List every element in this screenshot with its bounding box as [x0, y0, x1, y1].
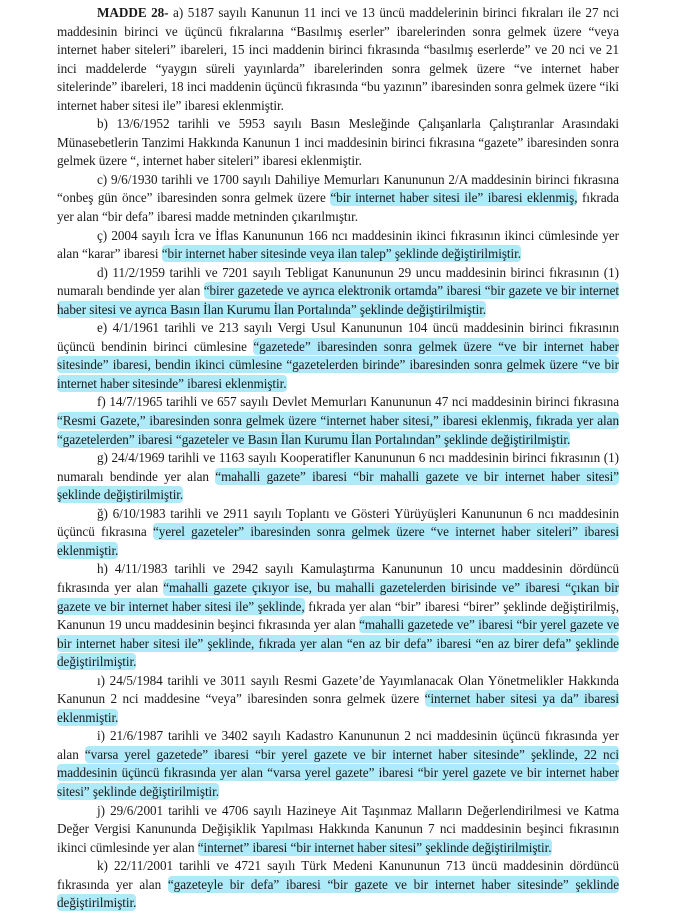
- highlighted-text: “mahalli gazete” ibaresi “bir mahalli gazete ve bir internet haber sitesi” şeklinde değiştirilmiştir.: [57, 468, 619, 503]
- paragraph-text: d) 11/2/1959 tarihli ve 7201 sayılı Tebligat Kanununun 29 uncu maddesinin birinci fıkrasının (1) numaralı bendinde yer alan: [57, 264, 619, 299]
- paragraph-text: i) 21/6/1987 tarihli ve 3402 sayılı Kadastro Kanununun 2 nci maddesinin üçüncü fıkrasında yer alan: [57, 728, 619, 762]
- highlighted-text: “internet” ibaresi “bir internet haber sitesi” şeklinde değiştirilmiştir.: [197, 839, 552, 855]
- highlighted-text: “Resmi Gazete,” ibaresinden sonra gelmek üzere “internet haber sitesi,” ibaresi eklenmiş, fıkrada yer alan “gazetelerden” ibaresi “gazeteler ve Basın İlan Kurumu İlan Portalından” şeklinde değiştirilmiştir.: [57, 413, 619, 447]
- paragraph-e: [57, 319, 619, 393]
- paragraph-text: ı) 24/5/1984 tarihli ve 3011 sayılı Resmi Gazete’de Yayımlanacak Olan Yönetmelikler Hakkında Kanunun 2 nci maddesine “veya” ibaresinden sonra gelmek üzere: [57, 672, 619, 707]
- paragraph-text: fıkrada yer alan “bir” ibaresi “birer” şeklinde değiştirilmiş, Kanunun 19 uncu maddesinin beşinci fıkrasında yer alan: [57, 598, 619, 633]
- article-heading: MADDE 28-: [97, 5, 174, 20]
- paragraph-j: [57, 802, 619, 858]
- paragraph-text: fıkrada yer alan “bir defa” ibaresi madde metninden çıkarılmıştır.: [57, 190, 619, 225]
- highlighted-text: “bir internet haber sitesi ile” ibaresi eklenmiş,: [330, 190, 578, 206]
- paragraph-k: [57, 857, 619, 913]
- paragraph-text: ç) 2004 sayılı İcra ve İflas Kanununun 166 ncı maddesinin ikinci fıkrasının ikinci cümlesinde yer alan “karar” ibaresi: [57, 227, 619, 262]
- paragraph-i: [57, 727, 619, 801]
- paragraph-text: g) 24/4/1969 tarihli ve 1163 sayılı Kooperatifler Kanununun 6 ncı maddesinin birinci fıkrasının (1) numaralı bendinde yer alan: [57, 450, 619, 484]
- paragraph-h: [57, 560, 619, 671]
- paragraph-text: b) 13/6/1952 tarihli ve 5953 sayılı Basın Mesleğinde Çalışanlarla Çalıştıranlar Arasındaki Münasebetlerin Tanzimi Hakkında Kanunun 1 inci maddesinin birinci fıkrasına “gazete” ibaresinden sonra gelmek üzere “, internet haber siteleri” ibaresi eklenmiştir.: [57, 116, 619, 169]
- highlighted-text: “mahalli gazete çıkıyor ise, bu mahalli gazetelerden birisinde ve” ibaresi “çıkan bir gazete ve bir internet haber sitesi ile” şeklinde,: [57, 579, 619, 614]
- paragraph-g: [57, 449, 619, 505]
- law-article-document: [57, 4, 619, 913]
- paragraph-text: e) 4/1/1961 tarihli ve 213 sayılı Vergi Usul Kanununun 104 üncü maddesinin birinci fıkrasının üçüncü bendinin birinci cümlesine: [57, 320, 619, 354]
- paragraph-c: [57, 171, 619, 227]
- highlighted-text: “bir internet haber sitesinde veya ilan talep” şeklinde değiştirilmiştir.: [161, 246, 522, 262]
- paragraph-text: f) 14/7/1965 tarihli ve 657 sayılı Devlet Memurları Kanununun 47 nci maddesinin birinci fıkrasına: [97, 394, 619, 410]
- highlighted-text: “birer gazetede ve ayrıca elektronik ortamda” ibaresi “bir gazete ve bir internet haber sitesi ve ayrıca Basın İlan Kurumu İlan Portalında” şeklinde değiştirilmiştir.: [57, 283, 619, 317]
- highlighted-text: “varsa yerel gazetede” ibaresi “bir yerel gazete ve bir internet haber sitesinde” şeklinde, 22 nci maddesinin üçüncü fıkrasında yer alan “varsa yerel gazete” ibaresi “bir yerel gazete ve bir internet haber sitesi” şeklinde değiştirilmiştir.: [57, 746, 619, 799]
- highlighted-text: “gazetede” ibaresinden sonra gelmek üzere “ve bir internet haber sitesinde” ibaresi, bendin ikinci cümlesine “gazetelerden birinde” ibaresinden sonra gelmek üzere “ve bir internet haber sitesinde” ibaresi eklenmiştir.: [57, 338, 619, 391]
- highlighted-text: “internet haber sitesi ya da” ibaresi eklenmiştir.: [57, 691, 619, 725]
- paragraph-text: k) 22/11/2001 tarihli ve 4721 sayılı Türk Medeni Kanununun 713 üncü maddesinin dördüncü fıkrasında yer alan: [57, 858, 619, 892]
- paragraph-g-breve: [57, 505, 619, 561]
- paragraph-f: [57, 393, 619, 449]
- paragraph-text: h) 4/11/1983 tarihli ve 2942 sayılı Kamulaştırma Kanununun 10 uncu maddesinin dördüncü fıkrasında yer alan: [57, 561, 619, 595]
- highlighted-text: “mahalli gazetede ve” ibaresi “bir yerel gazete ve bir internet haber sitesi ile” şeklinde, fıkrada yer alan “en az bir defa” ibaresi “en az birer defa” şeklinde değiştirilmiştir.: [57, 617, 619, 670]
- paragraph-text: a) 5187 sayılı Kanunun 11 inci ve 13 üncü maddelerinin birinci fıkraları ile 27 nci maddesinin birinci ve üçüncü fıkralarına “Basılmış eserler” ibarelerinden sonra gelmek üzere “veya internet haber siteleri” ibareleri, 15 inci maddenin birinci fıkrasında “basılmış eserlerde” ve 20 nci ve 21 inci maddelerde “yaygın süreli yayınlarda” ibarelerinden sonra gelmek üzere “ve internet haber sitelerinde” ibareleri, 18 inci maddenin üçüncü fıkrasında “bu yazının” ibaresinden sonra gelmek üzere “iki internet haber sitesi ile” ibaresi eklenmiştir.: [57, 5, 619, 113]
- highlighted-text: “yerel gazeteler” ibaresinden sonra gelmek üzere “ve internet haber siteleri” ibaresi eklenmiştir.: [57, 524, 619, 558]
- paragraph-text: c) 9/6/1930 tarihli ve 1700 sayılı Dahiliye Memurları Kanununun 2/A maddesinin birinci fıkrasına “onbeş gün önce” ibaresinden sonra gelmek üzere: [57, 171, 619, 206]
- paragraph-b: [57, 115, 619, 171]
- highlighted-text: “gazeteyle bir defa” ibaresi “bir gazete ve bir internet haber sitesinde” şeklinde değiştirilmiştir.: [57, 876, 619, 911]
- paragraph-d: [57, 264, 619, 320]
- paragraph-madde-28-a: [57, 4, 619, 115]
- paragraph-text: ğ) 6/10/1983 tarihli ve 2911 sayılı Toplantı ve Gösteri Yürüyüşleri Kanununun 6 ncı maddesinin üçüncü fıkrasına: [57, 505, 619, 540]
- paragraph-c-cedilla: [57, 227, 619, 264]
- paragraph-text: j) 29/6/2001 tarihli ve 4706 sayılı Hazineye Ait Taşınmaz Malların Değerlendirilmesi ve Katma Değer Vergisi Kanununda Değişiklik Yapılması Hakkında Kanunun 7 nci maddesinin beşinci fıkrasının ikinci cümlesinde yer alan: [57, 802, 619, 855]
- paragraph-i-dotless: [57, 672, 619, 728]
